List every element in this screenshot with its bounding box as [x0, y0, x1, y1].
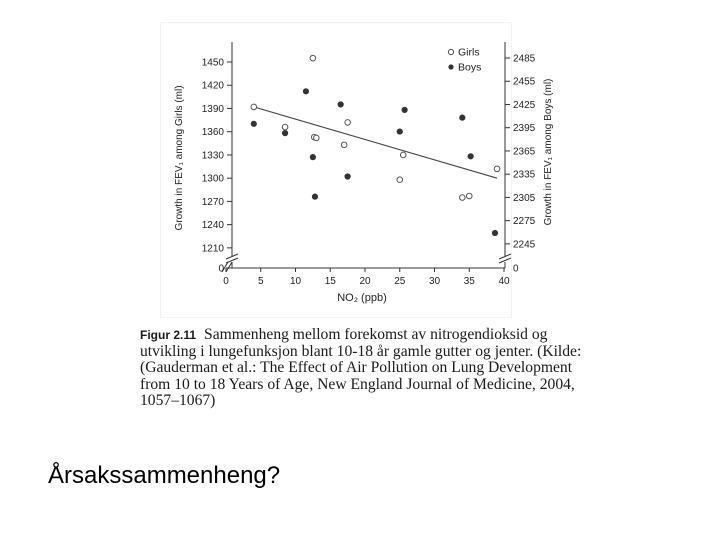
boys-data-point — [345, 174, 351, 180]
y-right-tick-label: 2245 — [513, 239, 536, 251]
legend-label: Boys — [458, 61, 482, 74]
girls-data-point — [282, 124, 288, 130]
y-right-tick-label: 2455 — [513, 76, 536, 88]
girls-data-point — [345, 120, 351, 126]
y-left-tick-label: 0 — [218, 263, 224, 275]
girls-data-point — [400, 152, 406, 158]
x-tick-label: 40 — [498, 276, 510, 287]
y-left-tick-label: 1390 — [201, 103, 224, 115]
y-right-tick-label: 2335 — [513, 169, 536, 181]
x-tick-label: 30 — [428, 276, 441, 287]
legend-boys-marker — [448, 64, 453, 69]
y-left-tick-label: 1330 — [201, 150, 224, 162]
boys-data-point — [312, 194, 318, 200]
data-points — [251, 55, 500, 236]
y-right-tick-label: 2275 — [513, 216, 536, 228]
boys-data-point — [468, 154, 474, 160]
y-right-tick-label: 2305 — [513, 192, 536, 204]
girls-data-point — [397, 177, 403, 183]
y-right-tick-label: 0 — [513, 263, 519, 275]
x-tick-label: 0 — [223, 276, 229, 287]
slide-question: Årsakssammenheng? — [48, 462, 281, 489]
y-left-tick-label: 1210 — [201, 243, 224, 255]
y-left-tick-label: 1420 — [201, 80, 224, 92]
boys-data-point — [282, 130, 288, 136]
boys-data-point — [397, 129, 403, 135]
chart-legend — [448, 47, 481, 74]
y-left-tick-label: 1270 — [201, 196, 224, 208]
boys-data-point — [303, 89, 309, 95]
girls-data-point — [494, 166, 500, 172]
figure-caption — [140, 327, 600, 410]
y-axis-left-label: Growth in FEV₁ among Girls (ml) — [174, 85, 185, 231]
x-tick-label: 10 — [289, 276, 302, 287]
girls-data-point — [251, 104, 257, 110]
x-axis-label: NO₂ (ppb) — [337, 292, 387, 304]
y-left-tick-label: 1300 — [201, 173, 224, 185]
boys-data-point — [492, 230, 498, 236]
y-left-tick-label: 1240 — [201, 220, 224, 232]
y-right-tick-label: 2425 — [513, 99, 536, 111]
chart-ticks — [202, 54, 536, 288]
y-right-tick-label: 2395 — [513, 123, 536, 135]
boys-data-point — [310, 154, 316, 160]
x-tick-label: 5 — [257, 276, 264, 287]
figure-caption-label: Figur 2.11 — [140, 328, 197, 342]
girls-data-point — [460, 195, 466, 201]
girls-data-point — [314, 135, 320, 141]
boys-data-point — [402, 107, 408, 113]
x-tick-label: 15 — [324, 276, 336, 287]
girls-data-point — [310, 55, 316, 61]
legend-girls-marker — [448, 49, 453, 54]
x-tick-label: 20 — [359, 276, 371, 287]
boys-data-point — [460, 115, 466, 121]
figure-caption-text: Sammenheng mellom forekomst av nitrogendioksid og utvikling i lungefunksjon blant 10-18 år gamle gutter og jenter. (Kilde: (Gauderman et al.: The Effect of Air Pollution on Lung Development from 10 to 18 Years of Age, New England Journal of Medicine, 2004, 1057–1067) — [140, 326, 582, 410]
y-left-tick-label: 1360 — [201, 127, 224, 139]
y-axis-right-label: Growth in FEV₁ among Boys (ml) — [543, 78, 554, 226]
girls-data-point — [466, 193, 472, 199]
y-right-tick-label: 2485 — [513, 53, 536, 65]
x-tick-label: 35 — [463, 276, 475, 287]
legend-label: Girls — [458, 46, 480, 59]
y-right-tick-label: 2365 — [513, 146, 536, 158]
boys-data-point — [338, 102, 344, 108]
boys-data-point — [251, 121, 257, 127]
x-tick-label: 25 — [394, 276, 406, 287]
girls-data-point — [341, 142, 347, 148]
y-left-tick-label: 1450 — [201, 57, 224, 69]
